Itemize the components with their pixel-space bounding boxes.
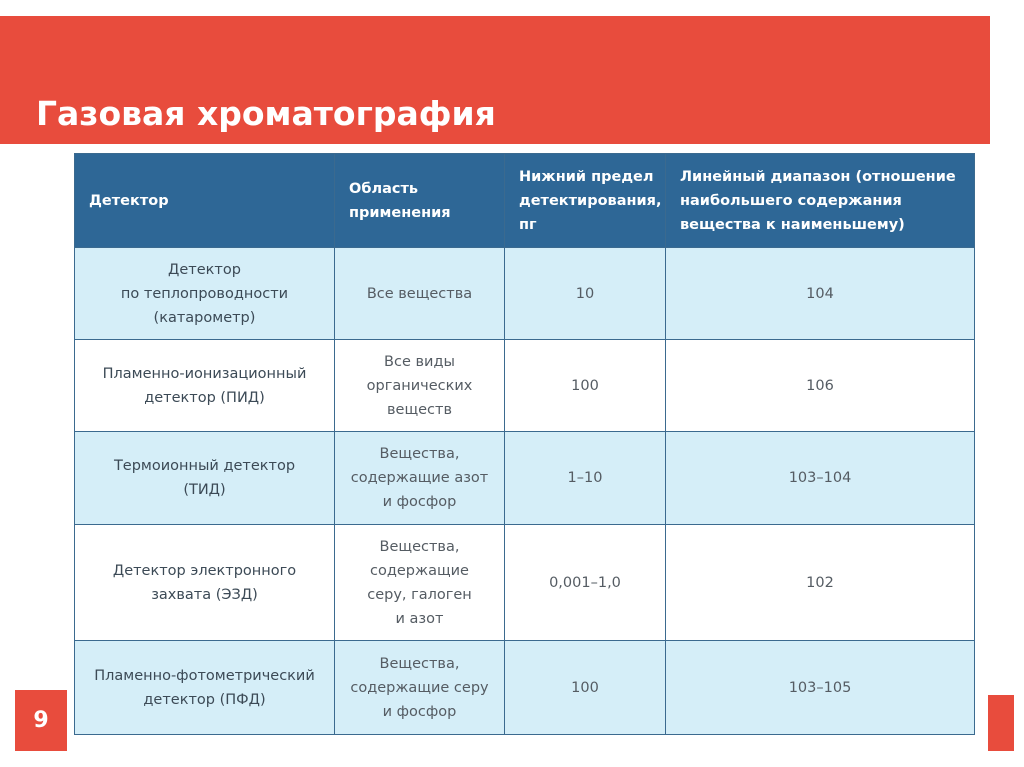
cell-scope: Вещества, содержащие азот и фосфор — [335, 432, 505, 525]
table-row — [75, 641, 975, 735]
cell-range: 103–105 — [666, 641, 975, 735]
cell-range: 103–104 — [666, 432, 975, 525]
cell-detector: Пламенно-фотометрический детектор (ПФД) — [75, 641, 335, 735]
cell-limit: 1–10 — [505, 432, 666, 525]
table-header-row — [75, 154, 975, 248]
cell-scope: Все вещества — [335, 248, 505, 340]
table-row — [75, 248, 975, 340]
cell-detector: Пламенно-ионизационный детектор (ПИД) — [75, 340, 335, 432]
cell-detector: Детектор по теплопроводности (катарометр) — [75, 248, 335, 340]
header-detection-limit: Нижний предел детектирования, пг — [505, 154, 666, 248]
header-scope: Область применения — [335, 154, 505, 248]
table-row — [75, 525, 975, 641]
cell-scope: Вещества, содержащие серу и фосфор — [335, 641, 505, 735]
cell-limit: 100 — [505, 641, 666, 735]
table-row — [75, 432, 975, 525]
cell-detector: Детектор электронного захвата (ЭЗД) — [75, 525, 335, 641]
page-number: 9 — [33, 708, 49, 733]
cell-limit: 100 — [505, 340, 666, 432]
cell-scope: Вещества, содержащие серу, галоген и азот — [335, 525, 505, 641]
cell-limit: 0,001–1,0 — [505, 525, 666, 641]
table-row — [75, 340, 975, 432]
page-number-badge — [15, 690, 67, 751]
detectors-table-wrap — [74, 153, 974, 735]
header-detector: Детектор — [75, 154, 335, 248]
title-bar — [0, 16, 990, 144]
cell-detector: Термоионный детектор (ТИД) — [75, 432, 335, 525]
detectors-table — [74, 153, 975, 735]
cell-range: 104 — [666, 248, 975, 340]
cell-range: 106 — [666, 340, 975, 432]
slide-title: Газовая хроматография — [36, 94, 496, 133]
cell-scope: Все виды органических веществ — [335, 340, 505, 432]
cell-limit: 10 — [505, 248, 666, 340]
cell-range: 102 — [666, 525, 975, 641]
corner-accent-block — [988, 695, 1014, 751]
header-linear-range: Линейный диапазон (отношение наибольшего содержания вещества к наименьшему) — [666, 154, 975, 248]
